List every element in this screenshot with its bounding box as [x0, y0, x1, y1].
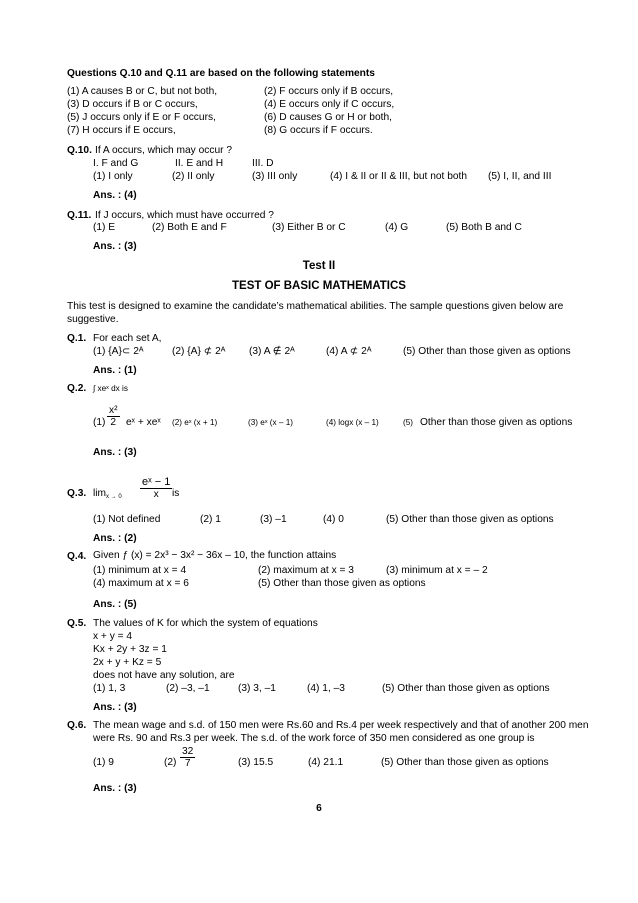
q2-option-1-fraction	[107, 405, 120, 428]
q6-line1: The mean wage and s.d. of 150 men were Rs.60 and Rs.4 per week respectively and that of another 200 men	[93, 720, 589, 731]
section-heading: Questions Q.10 and Q.11 are based on the following statements	[67, 68, 375, 79]
q3-lim-sub: x → 0	[106, 494, 122, 500]
q4-option-2: (2) maximum at x = 3	[258, 565, 354, 576]
q6-option-5: (5) Other than those given as options	[381, 757, 549, 768]
test-intro-line1: This test is designed to examine the candidate’s mathematical abilities. The sample questions given below are	[67, 301, 564, 312]
q2-answer: Ans. : (3)	[93, 447, 137, 458]
q1-label: Q.1.	[67, 333, 87, 344]
q6-option-2-label: (2)	[164, 757, 177, 768]
q5-answer: Ans. : (3)	[93, 702, 137, 713]
q10-answer: Ans. : (4)	[93, 190, 137, 201]
q6-option-2-denominator: 7	[184, 758, 191, 769]
q3-tail: is	[172, 488, 180, 499]
q6-option-1: (1) 9	[93, 757, 114, 768]
q3-denominator: x	[153, 489, 159, 500]
page-number: 6	[316, 803, 322, 814]
q1-option-3: (3) A ∉ 2ᴬ	[249, 346, 295, 357]
q11-option-2: (2) Both E and F	[152, 222, 227, 233]
q10-option-5: (5) I, II, and III	[488, 171, 552, 182]
q1-answer: Ans. : (1)	[93, 365, 137, 376]
statement-right-2: (4) E occurs only if C occurs,	[264, 99, 395, 110]
q10-text: If A occurs, which may occur ?	[95, 145, 233, 156]
q2-option-1-rest: eˣ + xeˣ	[126, 417, 161, 428]
q5-equation-3: 2x + y + Kz = 5	[93, 657, 162, 668]
q2-option-1-numerator: x²	[109, 405, 118, 416]
q5-option-1: (1) 1, 3	[93, 683, 126, 694]
q6-option-4: (4) 21.1	[308, 757, 344, 768]
test-name: Test II	[302, 260, 336, 272]
q2-option-2: (2) eˣ (x + 1)	[172, 418, 218, 427]
q11-option-3: (3) Either B or C	[272, 222, 346, 233]
q2-option-1-label: (1)	[93, 417, 106, 428]
q6-line2: were Rs. 90 and Rs.3 per week. The s.d. of the work force of 350 men considered as one group is	[93, 733, 535, 744]
q11-answer: Ans. : (3)	[93, 241, 137, 252]
q6-option-3: (3) 15.5	[238, 757, 274, 768]
q2-text: ∫ xeˣ dx is	[93, 384, 128, 393]
q5-equation-2: Kx + 2y + 3z = 1	[93, 644, 167, 655]
q4-option-1: (1) minimum at x = 4	[93, 565, 187, 576]
q6-option-2-numerator: 32	[182, 746, 194, 757]
statement-left-2: (3) D occurs if B or C occurs,	[67, 99, 198, 110]
q10-label: Q.10.	[67, 145, 92, 156]
q3-numerator: eˣ − 1	[142, 476, 171, 488]
q3-lim-text: lim	[93, 488, 107, 499]
q10-item-1: I. F and G	[93, 158, 139, 169]
q1-option-1: (1) {A}⊂ 2ᴬ	[93, 346, 144, 357]
q10-option-2: (2) II only	[172, 171, 215, 182]
q5-option-2: (2) –3, –1	[166, 683, 210, 694]
q5-tail: does not have any solution, are	[93, 670, 235, 681]
statement-right-1: (2) F occurs only if B occurs,	[264, 86, 394, 97]
q3-option-1: (1) Not defined	[93, 514, 161, 525]
q6-label: Q.6.	[67, 720, 87, 731]
q1-option-4: (4) A ⊄ 2ᴬ	[326, 346, 372, 357]
q3-option-5: (5) Other than those given as options	[386, 514, 554, 525]
q5-equation-1: x + y = 4	[93, 631, 133, 642]
q2-option-5-label: (5)	[403, 418, 414, 427]
q1-option-2: (2) {A} ⊄ 2ᴬ	[172, 346, 226, 357]
q3-option-3: (3) –1	[260, 514, 287, 525]
q3-answer: Ans. : (2)	[93, 533, 137, 544]
q4-option-4: (4) maximum at x = 6	[93, 578, 189, 589]
q1-option-5: (5) Other than those given as options	[403, 346, 571, 357]
q11-option-4: (4) G	[385, 222, 409, 233]
q3-label: Q.3.	[67, 488, 87, 499]
q10-option-3: (3) III only	[252, 171, 298, 182]
q4-label: Q.4.	[67, 551, 87, 562]
q3-fraction	[140, 477, 172, 500]
q1-text: For each set A,	[93, 333, 162, 344]
q4-text: Given ƒ (x) = 2x³ − 3x² − 36x – 10, the function attains	[93, 550, 337, 561]
test-title: TEST OF BASIC MATHEMATICS	[232, 280, 406, 292]
q6-answer: Ans. : (3)	[93, 783, 137, 794]
q10-item-3: III. D	[252, 158, 274, 169]
q4-answer: Ans. : (5)	[93, 599, 137, 610]
q11-text: If J occurs, which must have occurred ?	[95, 210, 274, 221]
q4-option-3: (3) minimum at x = – 2	[386, 565, 488, 576]
q4-option-5: (5) Other than those given as options	[258, 578, 426, 589]
q2-option-1-denominator: 2	[110, 417, 117, 428]
q5-option-3: (3) 3, –1	[238, 683, 276, 694]
statement-left-3: (5) J occurs only if E or F occurs,	[67, 112, 216, 123]
q2-option-3: (3) eˣ (x – 1)	[248, 418, 293, 427]
q5-option-4: (4) 1, –3	[307, 683, 345, 694]
q11-option-1: (1) E	[93, 222, 116, 233]
q5-option-5: (5) Other than those given as options	[382, 683, 550, 694]
statement-left-1: (1) A causes B or C, but not both,	[67, 86, 218, 97]
q2-option-5: Other than those given as options	[420, 417, 573, 428]
q11-label: Q.11.	[67, 210, 92, 221]
q3-option-4: (4) 0	[323, 514, 344, 525]
q10-option-4: (4) I & II or II & III, but not both	[330, 171, 468, 182]
q10-item-2: II. E and H	[175, 158, 224, 169]
statement-right-3: (6) D causes G or H or both,	[264, 112, 392, 123]
statement-right-4: (8) G occurs if F occurs.	[264, 125, 373, 136]
test-intro-line2: suggestive.	[67, 314, 119, 325]
q3-option-2: (2) 1	[200, 514, 221, 525]
statement-left-4: (7) H occurs if E occurs,	[67, 125, 176, 136]
q3-lim	[93, 488, 122, 500]
q5-text: The values of K for which the system of equations	[93, 618, 318, 629]
q2-option-4: (4) logx (x – 1)	[326, 418, 379, 427]
q5-label: Q.5.	[67, 618, 87, 629]
q6-option-2-fraction	[180, 746, 195, 769]
q11-option-5: (5) Both B and C	[446, 222, 522, 233]
q2-label: Q.2.	[67, 383, 87, 394]
q10-option-1: (1) I only	[93, 171, 133, 182]
